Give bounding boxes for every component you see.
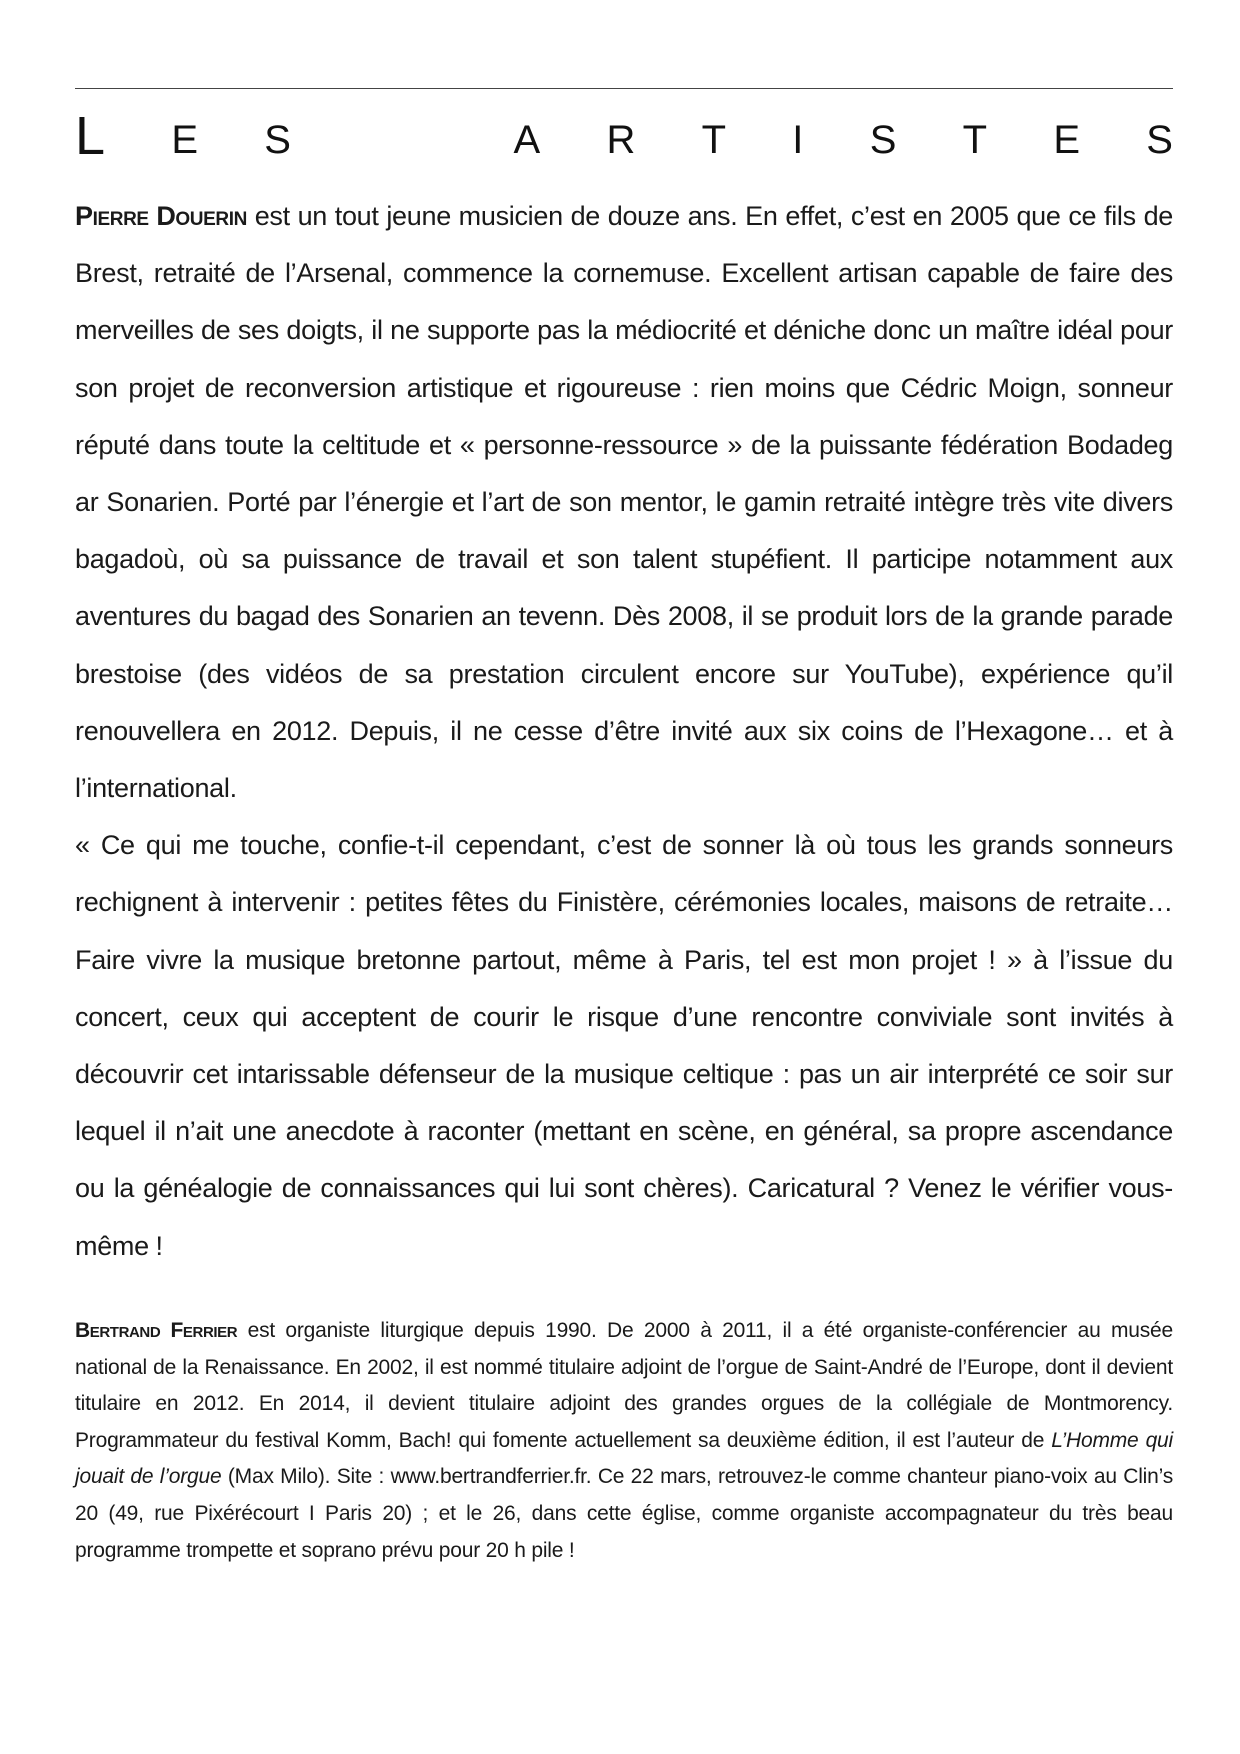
artist-name: Pierre Douerin bbox=[75, 201, 247, 231]
title-letter: T bbox=[701, 118, 727, 162]
quote-paragraph: « Ce qui me touche, confie-t-il cependant, c’est de sonner là où tous les grands sonneurs rechignent à intervenir : petites fêtes du Finistère, cérémonies locales, maisons de retraite… Faire vivre la musique bretonne partout, même à Paris, tel est mon projet ! » à l’issue du concert, ceux qui acceptent de courir le risque d’une rencontre conviviale sont invités à découvrir cet intarissable défenseur de la musique celtique : pas un air interprété ce soir sur lequel il n’ait une anecdote à raconter (mettant en scène, en général, sa propre ascendance ou la généalogie de connaissances qui lui sont chères). Caricatural ? Venez le vérifier vous-même ! bbox=[75, 830, 1173, 1261]
title-letter: E bbox=[1053, 118, 1081, 162]
bio-paragraph bbox=[75, 1313, 1173, 1569]
bio-paragraph bbox=[75, 188, 1173, 817]
title-letter: A bbox=[513, 118, 541, 162]
title-letter: S bbox=[1146, 118, 1173, 162]
title-letter: S bbox=[264, 118, 291, 162]
title-letter: I bbox=[792, 118, 804, 162]
title-letter: T bbox=[962, 118, 988, 162]
top-rule bbox=[75, 88, 1173, 89]
artist-name: Bertrand Ferrier bbox=[75, 1319, 238, 1342]
title-letter: R bbox=[606, 118, 636, 162]
bio-text: (Max Milo). Site : www.bertrandferrier.fr. Ce 22 mars, retrouvez-le comme chanteur piano-voix au Clin’s 20 (49, rue Pixérécourt I Paris 20) ; et le 26, dans cette église, comme organiste accompagnateur du très beau programme trompette et soprano prévu pour 20 h pile ! bbox=[75, 1465, 1173, 1562]
title-letter: S bbox=[869, 118, 897, 162]
page-title bbox=[75, 104, 1173, 164]
bio-text: est un tout jeune musicien de douze ans. En effet, c’est en 2005 que ce fils de Brest, retraité de l’Arsenal, commence la cornemuse. Excellent artisan capable de faire des merveilles de ses doigts, il ne supporte pas la médiocrité et déniche donc un maître idéal pour son projet de reconversion artistique et rigoureuse : rien moins que Cédric Moign, sonneur réputé dans toute la celtitude et « personne-ressource » de la puissante fédération Bodadeg ar Sonarien. Porté par l’énergie et l’art de son mentor, le gamin retraité intègre très vite divers bagadoù, où sa puissance de travail et son talent stupéfient. Il participe notamment aux aventures du bagad des Sonarien an tevenn. Dès 2008, il se produit lors de la grande parade brestoise (des vidéos de sa prestation circulent encore sur YouTube), expérience qu’il renouvellera en 2012. Depuis, il ne cesse d’être invité aux six coins de l’Hexagone… et à l’international. bbox=[75, 201, 1174, 804]
title-letter: E bbox=[171, 118, 198, 162]
book-title: L’Homme qui jouait de l’orgue bbox=[75, 1428, 1173, 1489]
title-letter: L bbox=[75, 106, 106, 166]
bio-text: est organiste liturgique depuis 1990. De 2000 à 2011, il a été organiste-conférencier au musée national de la Renaissance. En 2002, il est nommé titulaire adjoint de l’orgue de Saint-André de l’Europe, dont il devient titulaire en 2012. En 2014, il devient titulaire adjoint des grandes orgues de la collégiale de Montmorency. Programmateur du festival Komm, Bach! qui fomente actuellement sa deuxième édition, il est l’auteur de bbox=[75, 1319, 1174, 1452]
bio-bertrand-ferrier bbox=[75, 1313, 1173, 1569]
bio-pierre-douerin bbox=[75, 188, 1173, 1275]
